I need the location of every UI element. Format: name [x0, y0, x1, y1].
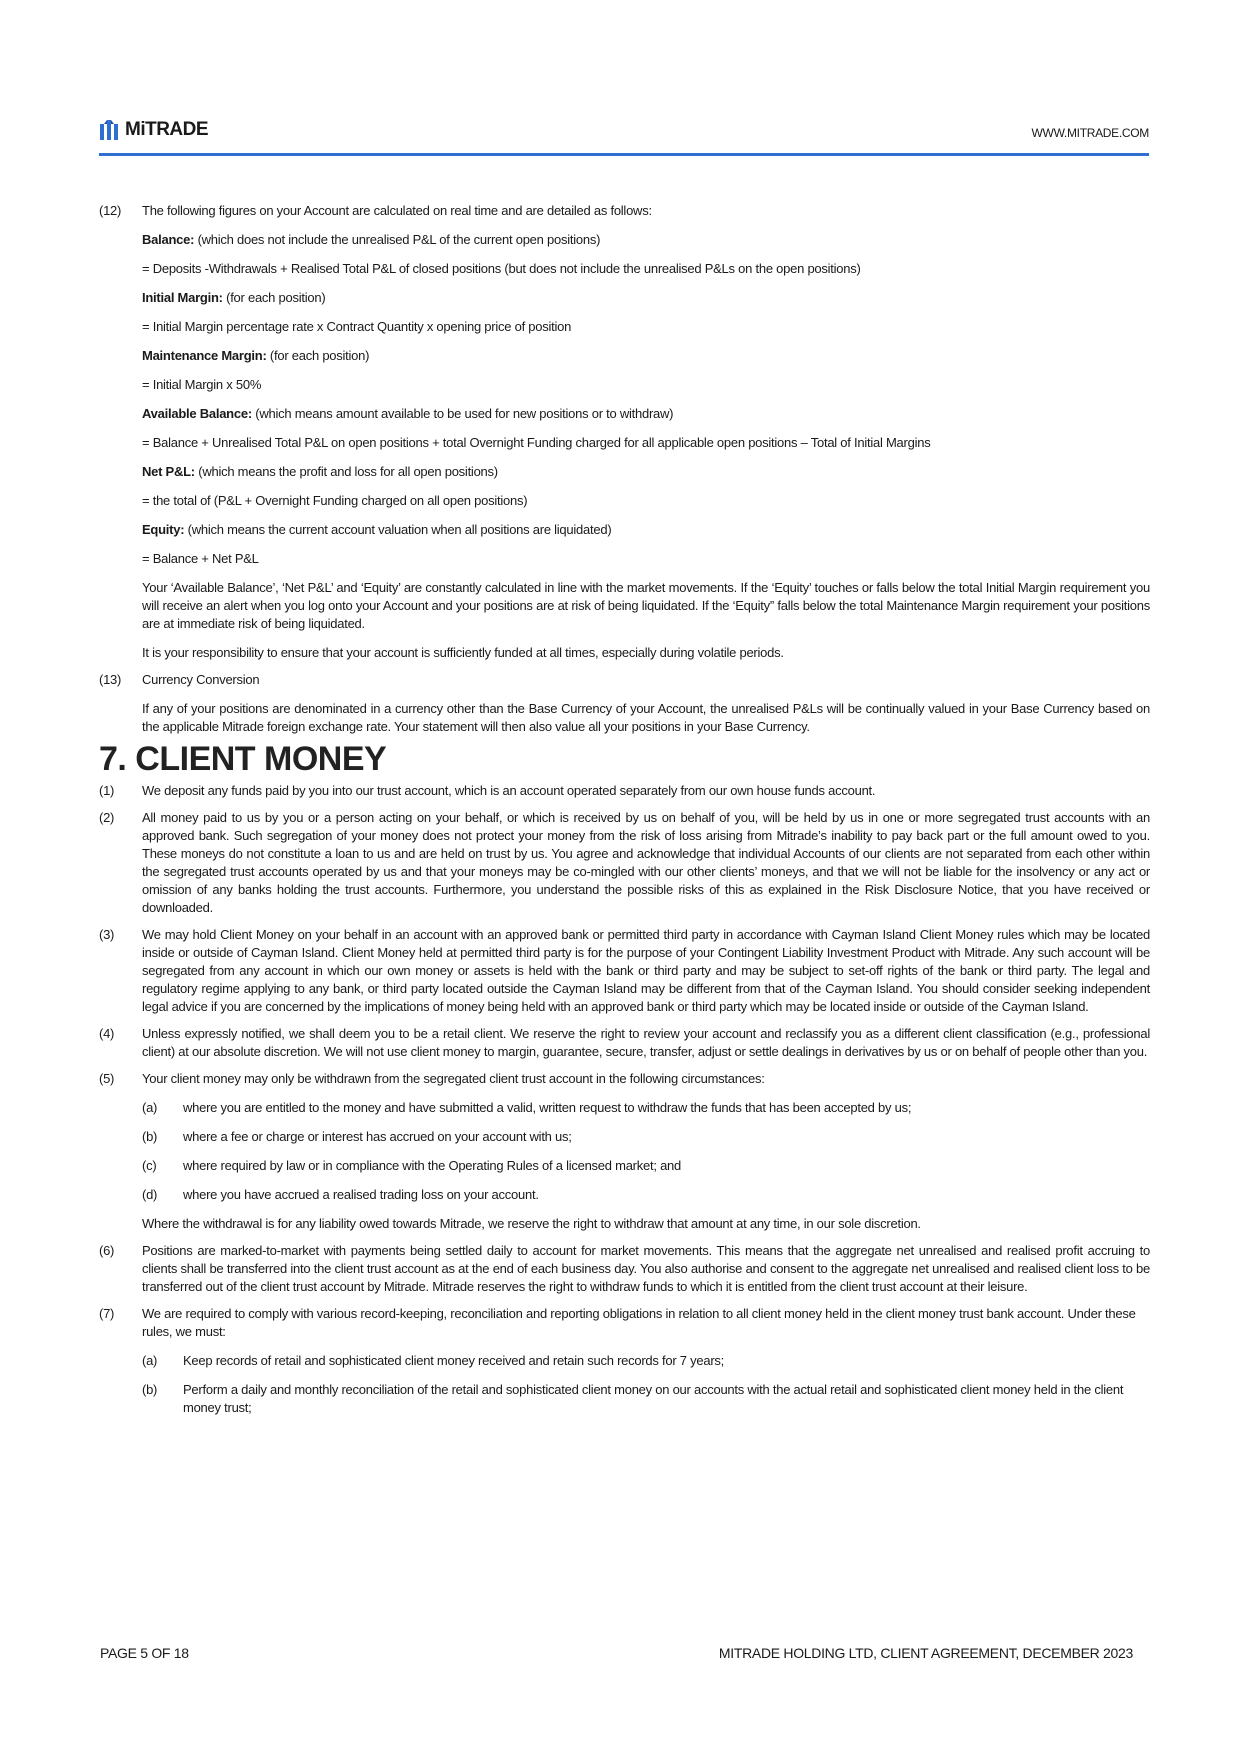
- clause-intro: The following figures on your Account are calculated on real time and are detailed as follows:: [142, 203, 652, 218]
- clause-number: (4): [99, 1026, 115, 1041]
- term: Available Balance:: [142, 406, 252, 421]
- sub-text: where you have accrued a realised trading loss on your account.: [183, 1187, 539, 1202]
- clause-1: [99, 782, 1150, 800]
- clause-text: We may hold Client Money on your behalf in an account with an approved bank or permitted third party in accordance with Cayman Island Client Money rules which may be located inside or outside of Cayman Island. Client Money held at permitted third party is for the purpose of your Contingent Liability Investment Product with Mitrade. Any such account will be segregated from any account in which our own money or assets is held with the bank or third party and may be subject to set-off rights of the bank or third party. The legal and regulatory regime applying to any bank, or third party located outside the Cayman Island may be different from that of the Cayman Island. You should consider seeking independent legal advice if you are concerned by the implications of money being held with an approved bank or third party which may be located inside or outside of the Cayman Island.: [142, 927, 1150, 1014]
- sub-text: where required by law or in compliance with the Operating Rules of a licensed market; and: [183, 1158, 682, 1173]
- sub-clause-b: [142, 1381, 1150, 1417]
- paragraph: Where the withdrawal is for any liability owed towards Mitrade, we reserve the right to withdraw that amount at any time, in our sole discretion.: [142, 1216, 921, 1231]
- formula: = Balance + Unrealised Total P&L on open positions + total Overnight Funding charged for all applicable open positions – Total of Initial Margins: [142, 435, 931, 450]
- clause-number: (6): [99, 1243, 115, 1258]
- formula: = Balance + Net P&L: [142, 551, 259, 566]
- clause-text: We deposit any funds paid by you into our trust account, which is an account operated separately from our own house funds account.: [142, 783, 876, 798]
- term-desc: (which does not include the unrealised P&L of the current open positions): [194, 232, 601, 247]
- term-desc: (which means amount available to be used for new positions or to withdraw): [251, 406, 674, 421]
- term: Net P&L:: [142, 464, 195, 479]
- formula: = Initial Margin percentage rate x Contract Quantity x opening price of position: [142, 319, 572, 334]
- clause-text: All money paid to us by you or a person acting on your behalf, or which is received by us on behalf of you, will be held by us in one or more segregated trust accounts with an approved bank. Such segregation of your money does not protect your money from the risk of loss arising from Mitrade’s inability to pay back part or the full amount owed to you. These moneys do not constitute a loan to us and are held on trust by us. You agree and acknowledge that individual Accounts of our clients are not separated from each other within the segregated trust accounts operated by us and that your moneys may be co-mingled with our other clients’ moneys, and that we will not be liable for the insolvency or any act or omission of any banks holding the trust accounts. Furthermore, you understand the possible risks of this as explained in the Risk Disclosure Notice, that you have received or downloaded.: [142, 810, 1150, 915]
- clause-2: [99, 809, 1150, 917]
- clause-13: [99, 671, 1150, 736]
- document-body: [99, 202, 1150, 1437]
- term: Equity:: [142, 522, 185, 537]
- formula: = Deposits -Withdrawals + Realised Total P&L of closed positions (but does not include the unrealised P&Ls on the open positions): [142, 261, 861, 276]
- term: Initial Margin:: [142, 290, 223, 305]
- formula: = the total of (P&L + Overnight Funding charged on all open positions): [142, 493, 528, 508]
- clause-6: [99, 1242, 1150, 1296]
- clause-number: (1): [99, 783, 115, 798]
- page-number: PAGE 5 OF 18: [100, 1645, 189, 1661]
- definition-available-balance: [142, 405, 1150, 423]
- clause-title: Currency Conversion: [142, 672, 260, 687]
- sub-clause-c: [142, 1157, 1150, 1175]
- term: Maintenance Margin:: [142, 348, 267, 363]
- clause-number: (5): [99, 1071, 115, 1086]
- clause-number: (2): [99, 810, 115, 825]
- sub-number: (d): [142, 1187, 158, 1202]
- sub-clause-a: [142, 1099, 1150, 1117]
- sub-clause-b: [142, 1128, 1150, 1146]
- sub-number: (a): [142, 1353, 158, 1368]
- definition-maintenance-margin: [142, 347, 1150, 365]
- clause-5: [99, 1070, 1150, 1233]
- clause-text: We are required to comply with various record-keeping, reconciliation and reporting obligations in relation to all client money held in the client money trust bank account. Under these rules, we must:: [142, 1306, 1136, 1339]
- sub-number: (c): [142, 1158, 157, 1173]
- sub-clause-d: [142, 1186, 1150, 1204]
- definition-initial-margin: [142, 289, 1150, 307]
- mitrade-logo-icon: [99, 118, 119, 142]
- formula: = Initial Margin x 50%: [142, 377, 262, 392]
- logo-text: MiTRADE: [125, 119, 209, 140]
- clause-number: (12): [99, 203, 122, 218]
- mitrade-logo: [99, 118, 208, 142]
- definition-balance: [142, 231, 1150, 249]
- paragraph: If any of your positions are denominated in a currency other than the Base Currency of your Account, the unrealised P&Ls will be continually valued in your Base Currency based on the applicable Mitrade foreign exchange rate. Your statement will then also value all your positions in your Base Currency.: [142, 701, 1150, 734]
- page-header: [99, 116, 1149, 156]
- sub-text: where you are entitled to the money and have submitted a valid, written request to withdraw the funds that has been accepted by us;: [183, 1100, 912, 1115]
- clause-text: Positions are marked-to-market with payments being settled daily to account for market movements. This means that the aggregate net unrealised and realised profit accruing to clients shall be transferred into the client trust account as at the end of each business day. You also authorise and consent to the aggregate net unrealised and realised client loss to be transferred out of the client trust account by Mitrade. Mitrade reserves the right to withdraw funds to which it is entitled from the client trust account at their leisure.: [142, 1243, 1150, 1294]
- definition-equity: [142, 521, 1150, 539]
- term: Balance:: [142, 232, 195, 247]
- definition-net-pl: [142, 463, 1150, 481]
- term-desc: (for each position): [266, 348, 370, 363]
- sub-text: Keep records of retail and sophisticated client money received and retain such records for 7 years;: [183, 1353, 725, 1368]
- term-desc: (for each position): [222, 290, 326, 305]
- clause-text: Unless expressly notified, we shall deem you to be a retail client. We reserve the right to review your account and reclassify you as a different client classification (e.g., professional client) at our absolute discretion. We will not use client money to margin, guarantee, secure, transfer, adjust or settle dealings in derivatives by us or on behalf of people other than you.: [142, 1026, 1150, 1059]
- term-desc: (which means the profit and loss for all open positions): [194, 464, 498, 479]
- document-title: MITRADE HOLDING LTD, CLIENT AGREEMENT, DECEMBER 2023: [718, 1645, 1133, 1661]
- paragraph: Your ‘Available Balance’, ‘Net P&L’ and ‘Equity’ are constantly calculated in line with the market movements. If the ‘Equity’ touches or falls below the total Initial Margin requirement you will receive an alert when you log onto your Account and your positions are at risk of being liquidated. If the ‘Equity” falls below the total Maintenance Margin requirement your positions are at immediate risk of being liquidated.: [142, 580, 1150, 631]
- sub-number: (a): [142, 1100, 158, 1115]
- paragraph: It is your responsibility to ensure that your account is sufficiently funded at all times, especially during volatile periods.: [142, 645, 784, 660]
- clause-number: (7): [99, 1306, 115, 1321]
- clause-4: [99, 1025, 1150, 1061]
- sub-number: (b): [142, 1382, 158, 1397]
- clause-number: (13): [99, 672, 122, 687]
- sub-number: (b): [142, 1129, 158, 1144]
- sub-text: Perform a daily and monthly reconciliation of the retail and sophisticated client money on our accounts with the actual retail and sophisticated client money held in the client money trust;: [183, 1382, 1124, 1415]
- sub-clause-a: [142, 1352, 1150, 1370]
- website-url: WWW.MITRADE.COM: [1031, 126, 1149, 140]
- clause-12: [99, 202, 1150, 662]
- header-rule: [99, 153, 1149, 156]
- term-desc: (which means the current account valuation when all positions are liquidated): [184, 522, 612, 537]
- definition-list: [142, 231, 1150, 568]
- clause-number: (3): [99, 927, 115, 942]
- clause-3: [99, 926, 1150, 1016]
- clause-7: [99, 1305, 1150, 1428]
- clause-text: Your client money may only be withdrawn from the segregated client trust account in the following circumstances:: [142, 1071, 765, 1086]
- section-heading: 7. CLIENT MONEY: [99, 740, 387, 778]
- sub-text: where a fee or charge or interest has accrued on your account with us;: [183, 1129, 572, 1144]
